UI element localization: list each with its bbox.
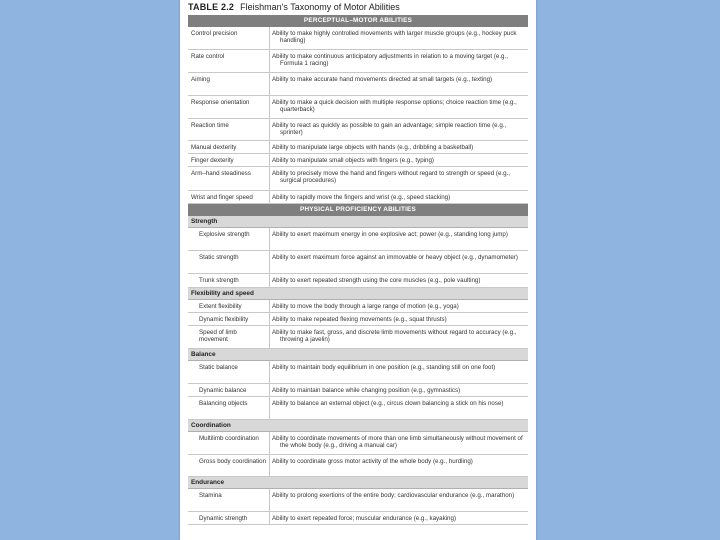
section-header: PERCEPTUAL–MOTOR ABILITIES bbox=[188, 15, 528, 27]
ability-name: Response orientation bbox=[191, 99, 250, 106]
ability-name: Dynamic balance bbox=[199, 387, 247, 394]
ability-name: Static strength bbox=[199, 254, 239, 261]
column-divider bbox=[269, 191, 270, 203]
table-row bbox=[188, 384, 528, 397]
table-row bbox=[188, 228, 528, 251]
table-row bbox=[188, 191, 528, 204]
column-divider bbox=[269, 96, 270, 118]
ability-name: Multilimb coordination bbox=[199, 435, 259, 442]
table-row bbox=[188, 489, 528, 512]
column-divider bbox=[269, 167, 270, 190]
ability-name: Explosive strength bbox=[199, 231, 250, 238]
ability-name: Control precision bbox=[191, 30, 238, 37]
table-number: TABLE 2.2 bbox=[188, 2, 235, 12]
ability-description: Ability to manipulate small objects with fingers (e.g., typing) bbox=[272, 157, 434, 164]
column-divider bbox=[269, 50, 270, 72]
ability-description: Ability to exert repeated strength using the core muscles (e.g., pole vaulting) bbox=[272, 277, 481, 284]
group-header: Flexibility and speed bbox=[188, 288, 528, 300]
ability-name: Gross body coordination bbox=[199, 458, 267, 465]
ability-description: Ability to manipulate large objects with hands (e.g., dribbling a basketball) bbox=[272, 144, 474, 151]
column-divider bbox=[269, 141, 270, 153]
ability-description: Ability to make continuous anticipatory adjustments in relation to a moving target (e.g., Formula 1 racing) bbox=[272, 53, 508, 68]
table-row bbox=[188, 251, 528, 274]
table-row bbox=[188, 50, 528, 73]
ability-description: Ability to exert repeated force; muscular endurance (e.g., kayaking) bbox=[272, 515, 456, 522]
ability-description: Ability to maintain balance while changing position (e.g., gymnastics) bbox=[272, 387, 461, 394]
table-row bbox=[188, 119, 528, 141]
column-divider bbox=[269, 27, 270, 49]
column-divider bbox=[269, 512, 270, 524]
table-row bbox=[188, 512, 528, 525]
ability-name: Reaction time bbox=[191, 122, 229, 129]
column-divider bbox=[269, 455, 270, 476]
ability-description: Ability to move the body through a large range of motion (e.g., yoga) bbox=[272, 303, 459, 310]
ability-name: Finger dexterity bbox=[191, 157, 234, 164]
ability-name: Wrist and finger speed bbox=[191, 194, 253, 201]
table-row bbox=[188, 313, 528, 326]
ability-name: Speed of limb movement bbox=[199, 329, 237, 344]
ability-description: Ability to prolong exertions of the entire body; cardiovascular endurance (e.g., marathon) bbox=[272, 492, 515, 499]
ability-description: Ability to make repeated flexing movements (e.g., squat thrusts) bbox=[272, 316, 447, 323]
group-header: Balance bbox=[188, 349, 528, 361]
column-divider bbox=[269, 361, 270, 383]
table-row bbox=[188, 361, 528, 384]
group-header: Endurance bbox=[188, 477, 528, 489]
column-divider bbox=[269, 489, 270, 511]
section-header: PHYSICAL PROFICIENCY ABILITIES bbox=[188, 204, 528, 216]
ability-description: Ability to precisely move the hand and fingers without regard to strength or speed (e.g., surgical procedures) bbox=[272, 170, 511, 185]
ability-description: Ability to make fast, gross, and discrete limb movements without regard to accuracy (e.g., throwing a javelin) bbox=[272, 329, 517, 344]
table-row bbox=[188, 455, 528, 477]
table-row bbox=[188, 27, 528, 50]
ability-name: Dynamic flexibility bbox=[199, 316, 249, 323]
table-caption bbox=[188, 2, 400, 12]
ability-name: Balancing objects bbox=[199, 400, 248, 407]
table-row bbox=[188, 96, 528, 119]
ability-description: Ability to react as quickly as possible to gain an advantage; simple reaction time (e.g., sprinter) bbox=[272, 122, 507, 137]
ability-description: Ability to balance an external object (e.g., circus clown balancing a stick on his nose) bbox=[272, 400, 504, 407]
column-divider bbox=[269, 300, 270, 312]
table-row bbox=[188, 432, 528, 455]
ability-description: Ability to make a quick decision with multiple response options; choice reaction time (e.g., quarterback) bbox=[272, 99, 517, 114]
column-divider bbox=[269, 274, 270, 287]
ability-name: Dynamic strength bbox=[199, 515, 248, 522]
ability-description: Ability to rapidly move the fingers and wrist (e.g., speed stacking) bbox=[272, 194, 451, 201]
column-divider bbox=[269, 384, 270, 396]
ability-name: Aiming bbox=[191, 76, 210, 83]
column-divider bbox=[269, 432, 270, 454]
table-row bbox=[188, 274, 528, 288]
ability-description: Ability to coordinate movements of more than one limb simultaneously without movement of the whole body (e.g., driving a manual car) bbox=[272, 435, 523, 450]
ability-name: Extent flexibility bbox=[199, 303, 242, 310]
ability-name: Trunk strength bbox=[199, 277, 239, 284]
ability-description: Ability to exert maximum force against an immovable or heavy object (e.g., dynamometer) bbox=[272, 254, 518, 261]
ability-description: Ability to maintain body equilibrium in one position (e.g., standing still on one foot) bbox=[272, 364, 496, 371]
column-divider bbox=[269, 119, 270, 140]
ability-name: Stamina bbox=[199, 492, 222, 499]
ability-description: Ability to coordinate gross motor activity of the whole body (e.g., hurdling) bbox=[272, 458, 473, 465]
column-divider bbox=[269, 73, 270, 95]
ability-description: Ability to make accurate hand movements directed at small targets (e.g., texting) bbox=[272, 76, 493, 83]
ability-name: Rate control bbox=[191, 53, 225, 60]
table-row bbox=[188, 300, 528, 313]
group-header: Strength bbox=[188, 216, 528, 228]
column-divider bbox=[269, 397, 270, 419]
table-row bbox=[188, 326, 528, 349]
table-row bbox=[188, 397, 528, 420]
table-row bbox=[188, 141, 528, 154]
column-divider bbox=[269, 313, 270, 325]
ability-name: Static balance bbox=[199, 364, 238, 371]
column-divider bbox=[269, 154, 270, 166]
table-row bbox=[188, 73, 528, 96]
document-page bbox=[180, 0, 536, 540]
taxonomy-table bbox=[188, 15, 528, 525]
ability-name: Arm–hand steadiness bbox=[191, 170, 251, 177]
ability-name: Manual dexterity bbox=[191, 144, 237, 151]
column-divider bbox=[269, 228, 270, 250]
table-row bbox=[188, 167, 528, 191]
table-title: Fleishman's Taxonomy of Motor Abilities bbox=[240, 2, 400, 12]
ability-description: Ability to make highly controlled movements with larger muscle groups (e.g., hockey puck handling) bbox=[272, 30, 517, 45]
ability-description: Ability to exert maximum energy in one explosive act; power (e.g., standing long jump) bbox=[272, 231, 508, 238]
column-divider bbox=[269, 326, 270, 348]
group-header: Coordination bbox=[188, 420, 528, 432]
column-divider bbox=[269, 251, 270, 273]
table-row bbox=[188, 154, 528, 167]
